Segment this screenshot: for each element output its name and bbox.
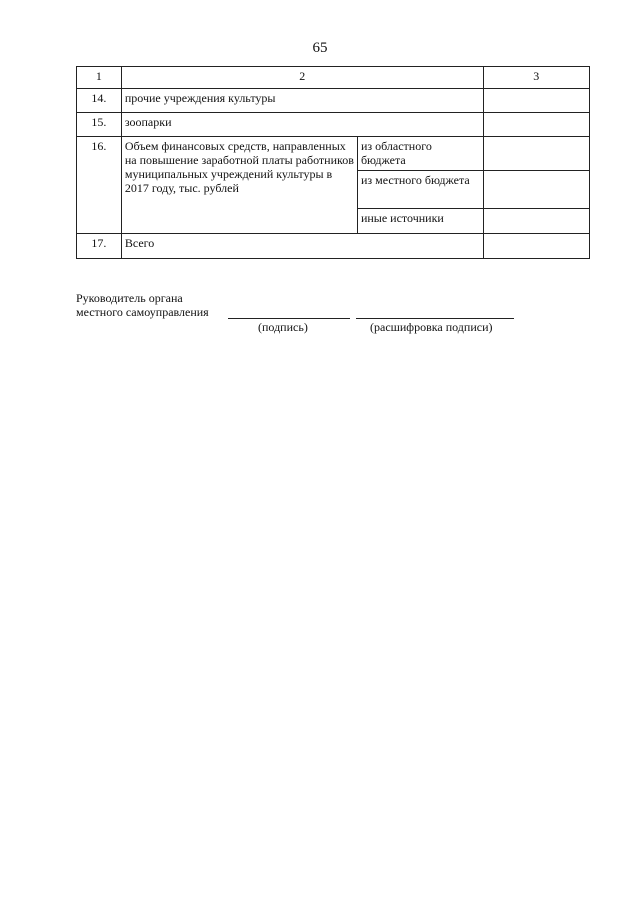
- table-row: [77, 113, 590, 137]
- table-row: [77, 137, 590, 171]
- row-number: 17.: [77, 234, 122, 259]
- header-col-2: 2: [121, 67, 483, 89]
- source-regional: из областного бюджета: [357, 137, 483, 171]
- signature-caption: (подпись): [258, 320, 308, 334]
- row-number: 15.: [77, 113, 122, 137]
- row-number: 16.: [77, 137, 122, 234]
- page-number: 65: [312, 40, 328, 56]
- row-number: 14.: [77, 89, 122, 113]
- value-cell[interactable]: [483, 209, 589, 234]
- value-cell[interactable]: [483, 113, 589, 137]
- table-row: [77, 234, 590, 259]
- header-col-3: 3: [483, 67, 589, 89]
- row-label: прочие учреждения культуры: [121, 89, 483, 113]
- row-label: зоопарки: [121, 113, 483, 137]
- signature-decode-caption: (расшифровка подписи): [370, 320, 493, 334]
- signature-line[interactable]: [228, 318, 350, 319]
- value-cell[interactable]: [483, 234, 589, 259]
- header-col-1: 1: [77, 67, 122, 89]
- source-local: из местного бюджета: [357, 171, 483, 209]
- table-row: [77, 89, 590, 113]
- signature-title-line1: Руководитель органа: [76, 291, 183, 305]
- signature-block: [76, 291, 209, 319]
- table-header-row: [77, 67, 590, 89]
- data-table: [76, 66, 590, 259]
- value-cell[interactable]: [483, 137, 589, 171]
- row-label: Объем финансовых средств, направленных на повышение заработной платы работников муниципальных учреждений культуры в 2017 году, тыс. рублей: [121, 137, 357, 234]
- row-label: Всего: [121, 234, 483, 259]
- signature-title-line2: местного самоуправления: [76, 305, 209, 319]
- value-cell[interactable]: [483, 89, 589, 113]
- value-cell[interactable]: [483, 171, 589, 209]
- signature-decode-line[interactable]: [356, 318, 514, 319]
- source-other: иные источники: [357, 209, 483, 234]
